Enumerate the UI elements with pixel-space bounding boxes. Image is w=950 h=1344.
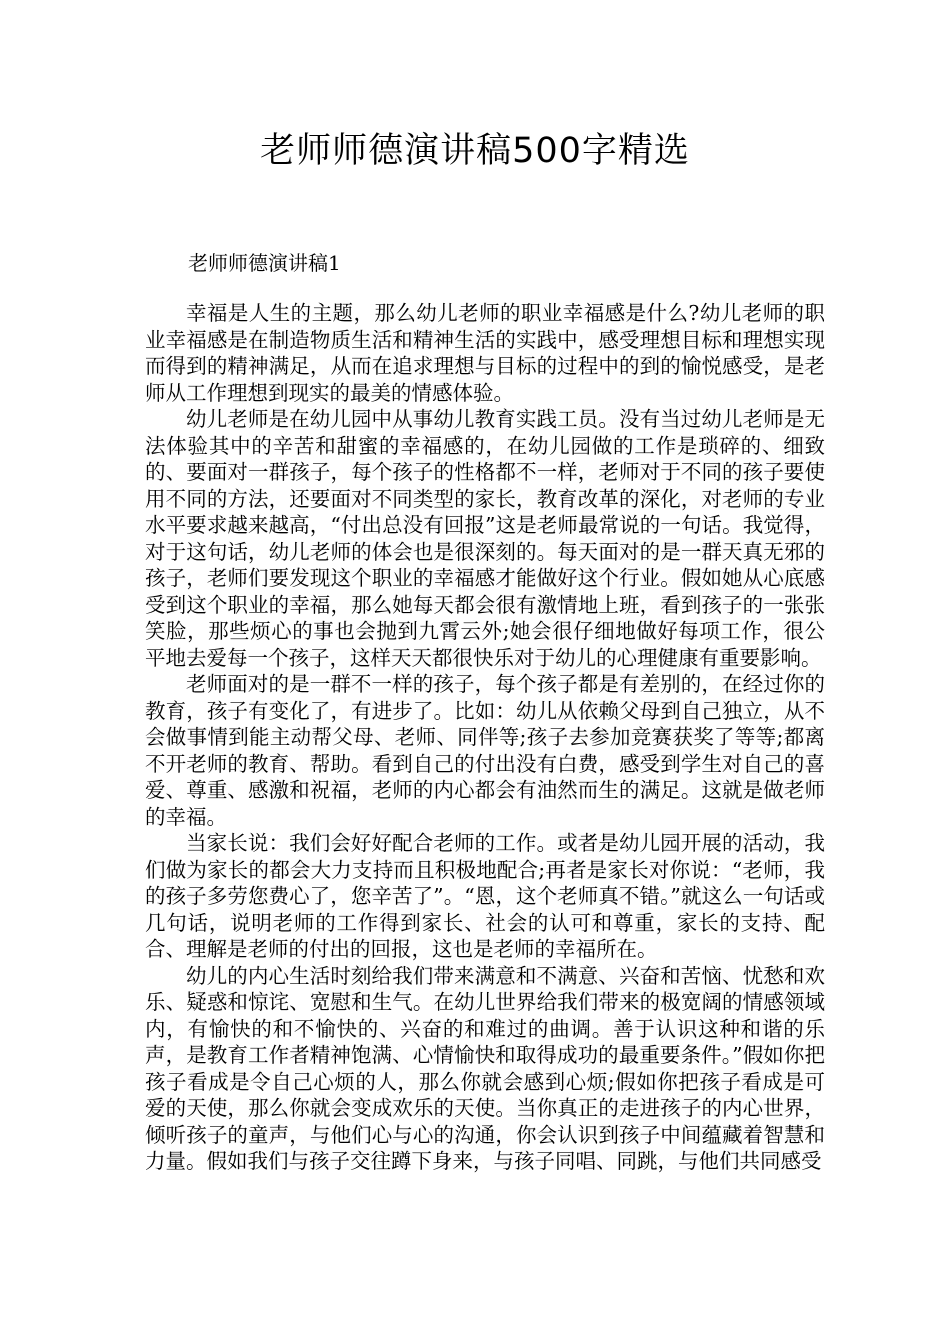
paragraph-1: 幸福是人生的主题，那么幼儿老师的职业幸福感是什么?幼儿老师的职业幸福感是在制造物质生活和精神生活的实践中，感受理想目标和理想实现而得到的精神满足，从而在追求理想与目标的过程中的到的愉悦感受，是老师从工作理想到现实的最美的情感体验。 — [145, 301, 825, 405]
paragraph-2: 幼儿老师是在幼儿园中从事幼儿教育实践工员。没有当过幼儿老师是无法体验其中的辛苦和甜蜜的幸福感的，在幼儿园做的工作是琐碎的、细致的、要面对一群孩子，每个孩子的性格都不一样，老师对于不同的孩子要使用不同的方法，还要面对不同类型的家长，教育改革的深化，对老师的专业水平要求越来越高，“付出总没有回报”这是老师最常说的一句话。我觉得，对于这句话，幼儿老师的体会也是很深刻的。每天面对的是一群天真无邪的孩子，老师们要发现这个职业的幸福感才能做好这个行业。假如她从心底感受到这个职业的幸福，那么她每天都会很有激情地上班，看到孩子的一张张笑脸，那些烦心的事也会抛到九霄云外;她会很仔细地做好每项工作，很公平地去爱每一个孩子，这样天天都很快乐对于幼儿的心理健康有重要影响。 — [145, 407, 825, 670]
paragraph-5: 幼儿的内心生活时刻给我们带来满意和不满意、兴奋和苦恼、忧愁和欢乐、疑惑和惊诧、宽慰和生气。在幼儿世界给我们带来的极宽阔的情感领域内，有愉快的和不愉快的、兴奋的和难过的曲调。善于认识这种和谐的乐声，是教育工作者精神饱满、心情愉快和取得成功的最重要条件。”假如你把孩子看成是令自己心烦的人，那么你就会感到心烦;假如你把孩子看成是可爱的天使，那么你就会变成欢乐的天使。当你真正的走进孩子的内心世界，倾听孩子的童声，与他们心与心的沟通，你会认识到孩子中间蕴藏着智慧和力量。假如我们与孩子交往蹲下身来，与孩子同唱、同跳，与他们共同感受 — [145, 963, 825, 1173]
document-body — [145, 300, 825, 1175]
paragraph-3: 老师面对的是一群不一样的孩子，每个孩子都是有差别的，在经过你的教育，孩子有变化了，有进步了。比如：幼儿从依赖父母到自己独立，从不会做事情到能主动帮父母、老师、同伴等;孩子去参加竞赛获奖了等等;都离不开老师的教育、帮助。看到自己的付出没有白费，感受到学生对自己的喜爱、尊重、感激和祝福，老师的内心都会有油然而生的满足。这就是做老师的幸福。 — [145, 672, 825, 829]
document-title: 老师师德演讲稿500字精选 — [260, 131, 690, 171]
paragraph-4: 当家长说：我们会好好配合老师的工作。或者是幼儿园开展的活动，我们做为家长的都会大力支持而且积极地配合;再者是家长对你说：“老师，我的孩子多劳您费心了，您辛苦了”。“恩，这个老师真不错。”就这么一句话或几句话，说明老师的工作得到家长、社会的认可和尊重，家长的支持、配合、理解是老师的付出的回报，这也是老师的幸福所在。 — [145, 831, 825, 961]
section-heading: 老师师德演讲稿1 — [188, 251, 341, 275]
